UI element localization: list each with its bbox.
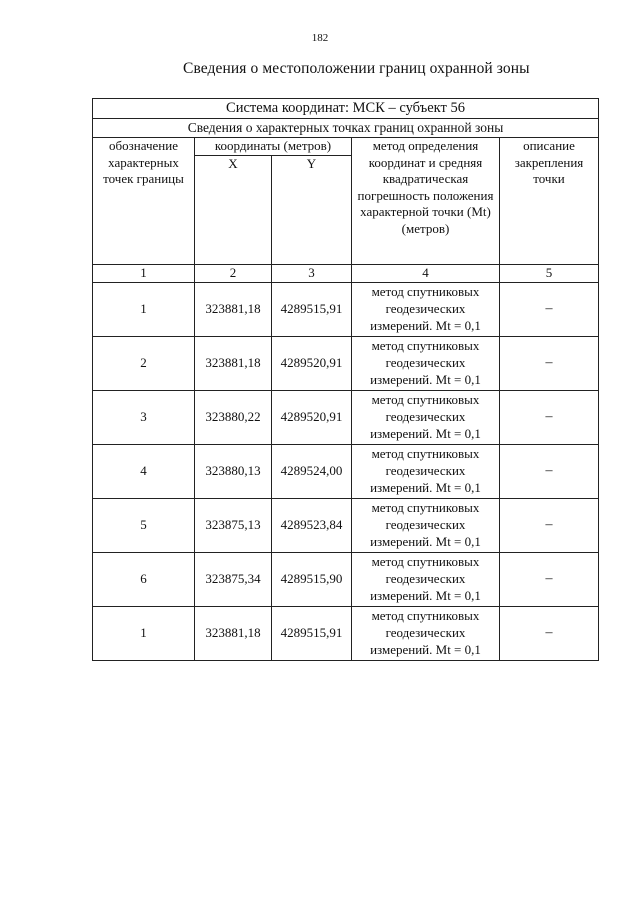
description-cell: – [500, 552, 599, 606]
method-cell: метод спутниковых геодезических измерений. Mt = 0,1 [352, 282, 500, 336]
description-cell: – [500, 444, 599, 498]
point-cell: 1 [93, 282, 195, 336]
table-row [93, 552, 599, 606]
x-cell: 323880,13 [195, 444, 272, 498]
y-cell: 4289523,84 [272, 498, 352, 552]
header-x: X [195, 155, 272, 264]
boundary-points-table [92, 98, 599, 661]
description-cell: – [500, 336, 599, 390]
column-number: 4 [352, 264, 500, 282]
column-number: 3 [272, 264, 352, 282]
point-cell: 1 [93, 606, 195, 660]
x-cell: 323881,18 [195, 282, 272, 336]
y-cell: 4289520,91 [272, 390, 352, 444]
header-point: обозначение характерных точек границы [93, 138, 195, 265]
table-row [93, 282, 599, 336]
y-cell: 4289515,90 [272, 552, 352, 606]
method-cell: метод спутниковых геодезических измерений. Mt = 0,1 [352, 444, 500, 498]
page-number: 182 [311, 32, 329, 44]
description-cell: – [500, 390, 599, 444]
method-cell: метод спутниковых геодезических измерений. Mt = 0,1 [352, 606, 500, 660]
header-coordinates: координаты (метров) [195, 138, 352, 156]
point-cell: 4 [93, 444, 195, 498]
description-cell: – [500, 282, 599, 336]
document-title: Сведения о местоположении границ охранной зоны [183, 60, 530, 77]
x-cell: 323875,13 [195, 498, 272, 552]
method-cell: метод спутниковых геодезических измерений. Mt = 0,1 [352, 390, 500, 444]
description-cell: – [500, 498, 599, 552]
section-label: Сведения о характерных точках границ охранной зоны [93, 119, 599, 138]
point-cell: 3 [93, 390, 195, 444]
table-row [93, 606, 599, 660]
y-cell: 4289524,00 [272, 444, 352, 498]
header-description: описание закрепления точки [500, 138, 599, 265]
table-row [93, 336, 599, 390]
point-cell: 6 [93, 552, 195, 606]
method-cell: метод спутниковых геодезических измерений. Mt = 0,1 [352, 552, 500, 606]
x-cell: 323880,22 [195, 390, 272, 444]
y-cell: 4289520,91 [272, 336, 352, 390]
header-y: Y [272, 155, 352, 264]
description-cell: – [500, 606, 599, 660]
table-row [93, 498, 599, 552]
coordinate-system-label: Система координат: МСК – субъект 56 [93, 99, 599, 119]
point-cell: 5 [93, 498, 195, 552]
method-cell: метод спутниковых геодезических измерений. Mt = 0,1 [352, 498, 500, 552]
y-cell: 4289515,91 [272, 606, 352, 660]
table-row [93, 444, 599, 498]
point-cell: 2 [93, 336, 195, 390]
table-row [93, 390, 599, 444]
x-cell: 323881,18 [195, 606, 272, 660]
column-number: 1 [93, 264, 195, 282]
x-cell: 323875,34 [195, 552, 272, 606]
column-number: 2 [195, 264, 272, 282]
y-cell: 4289515,91 [272, 282, 352, 336]
x-cell: 323881,18 [195, 336, 272, 390]
header-method: метод определения координат и средняя квадратическая погрешность положения характерной точки (Mt) (метров) [352, 138, 500, 265]
method-cell: метод спутниковых геодезических измерений. Mt = 0,1 [352, 336, 500, 390]
column-number: 5 [500, 264, 599, 282]
